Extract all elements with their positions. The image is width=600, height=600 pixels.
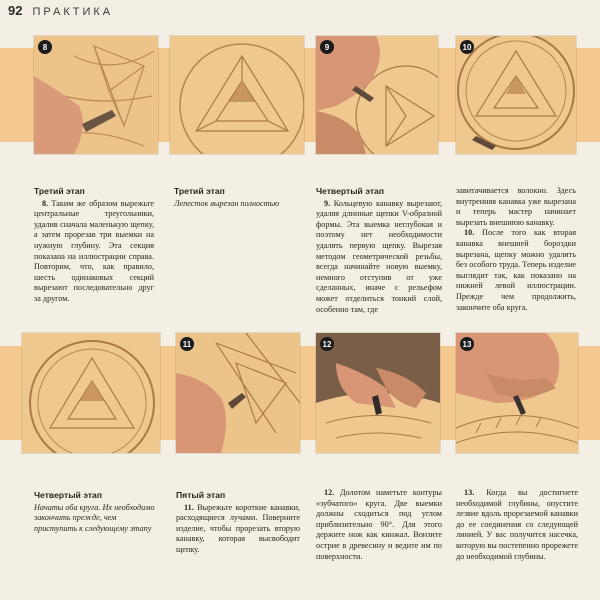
photo-number-badge: 9 xyxy=(320,40,334,54)
photo-caption: Лепесток вырезан полностью xyxy=(174,198,280,208)
text-col-step-11 xyxy=(176,490,300,556)
photo-both-circles xyxy=(22,333,160,453)
photo-step-12 xyxy=(316,333,440,453)
step-text-continued: завитачивается волокно. Здесь внутренняя канавка уже вырезана и теперь мастер начинает вырезать внешнюю канавку. xyxy=(456,186,576,227)
step-text: Когда вы достигнете необходимой глубины, опустите лезвие вдоль прорезаемой канавки до ее соединения со следующей линией. У вас получится насечка, которую вы постепенно прорежете до необходимой глубины. xyxy=(456,488,578,561)
stage-title: Третий этап xyxy=(174,186,225,196)
carving-photo-petal xyxy=(170,36,304,154)
page-header xyxy=(8,3,113,21)
text-col-both-circles xyxy=(34,490,160,534)
photo-step-9 xyxy=(316,36,438,154)
stage-title: Третий этап xyxy=(34,186,85,196)
photo-number-badge: 12 xyxy=(320,337,334,351)
photo-number-badge: 8 xyxy=(38,40,52,54)
text-col-step-9 xyxy=(316,186,442,315)
photo-step-13 xyxy=(456,333,578,453)
carving-photo-12 xyxy=(316,333,440,453)
text-col-step-12 xyxy=(316,488,442,562)
step-number: 13. xyxy=(464,488,475,497)
step-text: Кольцевую канавку вырезают, удаляя длинные щепки V-образной формы. Эта выемка неглубокая и поэтому нет необходимости удалять первую щепку. Вырезая методом геометрической резьбы, всегда начинайте новую выемку, немного отступив от уже сделанных, иначе с рельефом может отделиться тонкий слой, особенно там, где xyxy=(316,198,442,314)
photo-number-badge: 13 xyxy=(460,337,474,351)
step-number: 9. xyxy=(324,198,331,208)
carving-photo-13 xyxy=(456,333,578,453)
step-text: Вырежьте короткие канавки, расходящиеся лучами. Поверните изделие, чтобы прорезать вторую канавку, которая высвободит щепку. xyxy=(176,502,301,554)
section-title: ПРАКТИКА xyxy=(32,6,114,18)
text-col-step-13 xyxy=(456,488,578,562)
step-text: Таким же образом вырежьте центральные треугольники, удалив сначала маленькую щепку, а затем прорезав три выемки на нужную глубину. Эта секция показана на иллюстрации справа. Повторим, что, как правило, шесть одинаковых секций вырезают последовательно друг за другом. xyxy=(34,198,154,303)
text-col-step-8 xyxy=(34,186,154,305)
carving-photo-9 xyxy=(316,36,438,154)
photo-petal-complete xyxy=(170,36,304,154)
step-number: 8. xyxy=(42,198,49,208)
photo-step-11 xyxy=(176,333,300,453)
stage-title: Четвертый этап xyxy=(34,490,103,500)
text-col-petal xyxy=(174,186,300,209)
carving-photo-11 xyxy=(176,333,300,453)
page-number: 92 xyxy=(8,3,23,18)
step-number: 10. xyxy=(464,228,475,238)
step-text: Долотом наметьте контуры «зубчатого» круга. Две выемки должны сходиться под углом приблизительно 90°. Для этого держите нож как кинжал. Вонзите острие в древесину и ведите им по поверхности. xyxy=(316,488,442,561)
step-number: 11. xyxy=(184,502,194,512)
stage-title: Пятый этап xyxy=(176,490,226,500)
photo-number-badge: 11 xyxy=(180,337,194,351)
photo-caption: Начаты оба круга. Их необходимо закончить прежде, чем приступить к следующему этапу xyxy=(34,502,155,533)
step-text: После того как вторая канавка внешней бороздки вырезана, щепку можно удалить без особого труда. Теперь изделие выглядит так, как показано на нижней левой иллюстрации. Прежде чем продолжить, закончите оба круга. xyxy=(456,228,577,312)
photo-step-8 xyxy=(34,36,158,154)
stage-title: Четвертый этап xyxy=(316,186,385,196)
photo-step-10 xyxy=(456,36,576,154)
photo-number-badge: 10 xyxy=(460,40,474,54)
carving-photo-8 xyxy=(34,36,158,154)
carving-photo-10 xyxy=(456,36,576,154)
carving-photo-circles xyxy=(22,333,160,453)
text-col-step-10 xyxy=(456,186,576,313)
step-number: 12. xyxy=(324,488,335,497)
